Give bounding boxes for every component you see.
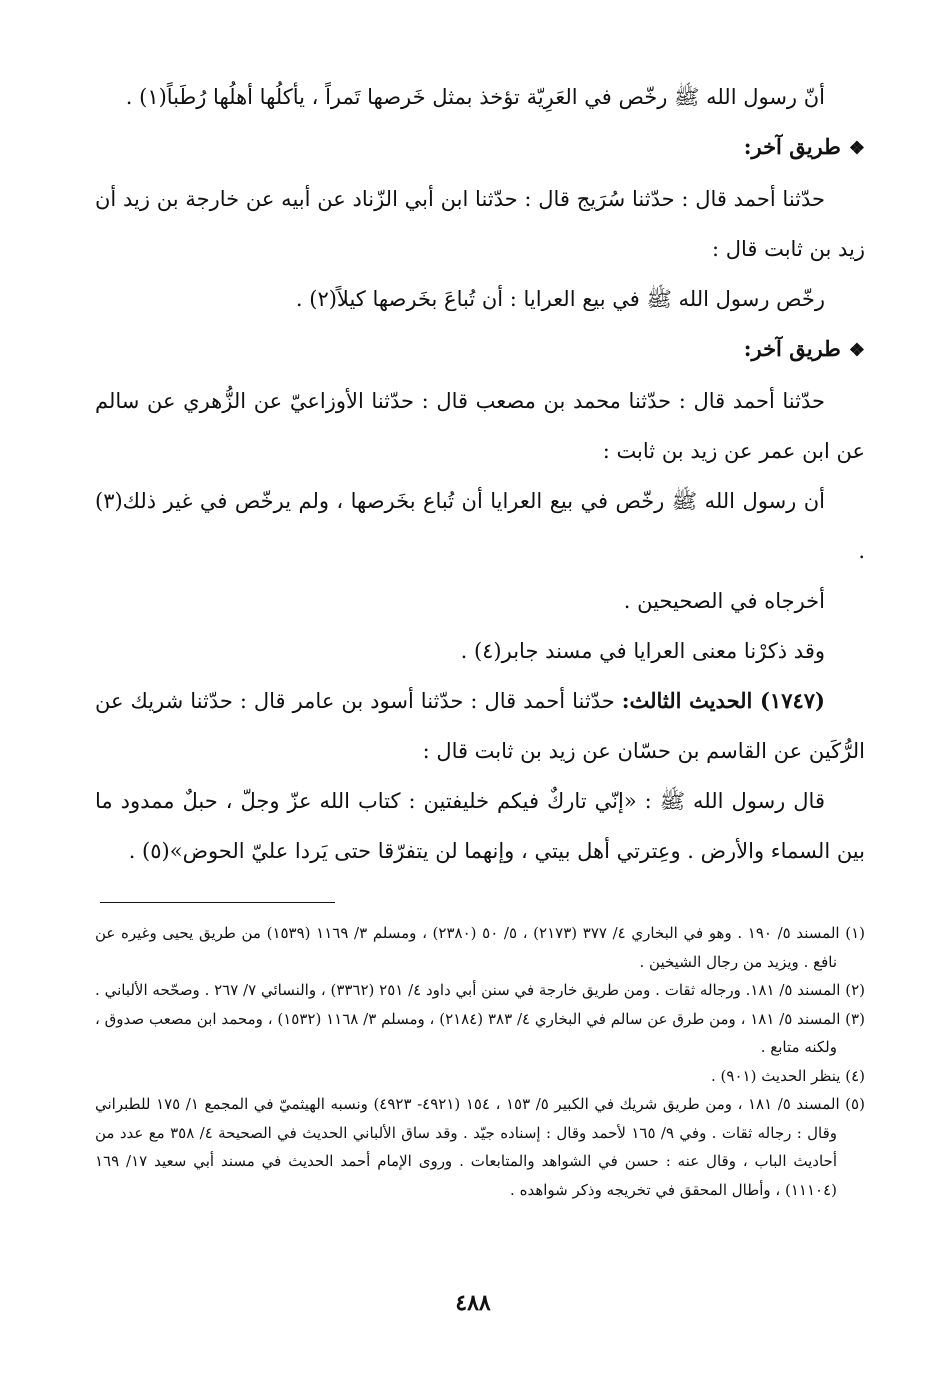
footnote-divider [100,902,335,903]
diamond-bullet-icon: ❖ [848,340,865,361]
page-number: ٤٨٨ [455,1290,491,1316]
section-heading-2 [95,324,865,376]
section-heading-1-label: طريق آخر: [743,134,841,159]
footnote-1: (١) المسند ٥/ ١٩٠ . وهو في البخاري ٤/ ٣٧٧ (٢١٧٣) ، ٥/ ٥٠ (٢٣٨٠) ، ومسلم ٣/ ١١٦٩ (١٥٣٩) من طريق يحيى وغيره عن نافع . ويزيد من رجال الشيخين . [95,924,865,971]
paragraph-9: قال رسول الله ﷺ : «إنّي تاركٌ فيكم خليفتين : كتاب الله عزّ وجلّ ، حبلٌ ممدود ما بين السماء والأرض . وعِترتي أهل بيتي ، وإنهما لن يتفرّقا حتى يَردا عليّ الحوض»(٥) . [95,789,865,863]
footnotes [95,919,865,1204]
section-heading-2-label: طريق آخر: [743,336,841,361]
paragraph-2: حدّثنا أحمد قال : حدّثنا سُرَيج قال : حدّثنا ابن أبي الزّناد عن أبيه عن خارجة بن زيد أن زيد بن ثابت قال : [95,187,865,261]
diamond-bullet-icon: ❖ [848,138,865,159]
footnote-2: (٢) المسند ٥/ ١٨١. ورجاله ثقات . ومن طريق خارجة في سنن أبي داود ٤/ ٢٥١ (٣٣٦٢) ، والنسائي ٧/ ٢٦٧ . وصحّحه الألباني . [95,981,865,999]
main-text [95,72,865,876]
footnote-3: (٣) المسند ٥/ ١٨١ ، ومن طرق عن سالم في البخاري ٤/ ٣٨٣ (٢١٨٤) ، ومسلم ٣/ ١١٦٨ (١٥٣٢) ، ومحمد ابن مصعب صدوق ، ولكنه متابع . [95,1009,865,1056]
page-content [95,72,865,1204]
footnote-5: (٥) المسند ٥/ ١٨١ ، ومن طريق شريك في الكبير ٥/ ١٥٣ ، ١٥٤ (٤٩٢١- ٤٩٢٣) ونسبه الهيثميّ في المجمع ١/ ١٧٥ للطبراني وقال : رجاله ثقات . وفي ٩/ ١٦٥ لأحمد وقال : إسناده جيّد . وقد ساق الألباني الحديث في الصحيحة ٤/ ٣٥٨ مع عدد من أحاديث الباب ، وقال عنه : حسن في الشواهد والمتابعات . وروى الإمام أحمد الحديث في مسند أبي سعيد ١٧/ ١٦٩ (١١١٠٤) ، وأطال المحقق في تخريجه وذكر شواهده . [95,1095,865,1199]
paragraph-8-text: حدّثنا أحمد قال : حدّثنا أسود بن عامر قال : حدّثنا شريك عن الرُّكَين عن القاسم بن حسّان عن زيد بن ثابت قال : [95,689,865,763]
hadith-number-heading: (١٧٤٧) الحديث الثالث: [621,688,825,713]
paragraph-5: أن رسول الله ﷺ رخّص في بيع العرايا أن تُباع بخَرصها ، ولم يرخّص في غير ذلك(٣) . [95,489,865,563]
paragraph-1: أنّ رسول الله ﷺ رخّص في العَرِيّة تؤخذ بمثل خَرصها تَمراً ، يأكلُها أهلُها رُطَباً(١) . [125,85,825,109]
paragraph-6: أخرجاه في الصحيحين . [623,589,825,613]
paragraph-3: رخّص رسول الله ﷺ في بيع العرايا : أن تُباعَ بخَرصها كيلاً(٢) . [295,287,825,311]
paragraph-7: وقد ذكرْنا معنى العرايا في مسند جابر(٤) . [460,639,825,663]
paragraph-8 [95,676,865,776]
footnote-4: (٤) ينظر الحديث (٩٠١) . [711,1066,865,1085]
section-heading-1 [95,122,865,174]
paragraph-4: حدّثنا أحمد قال : حدّثنا محمد بن مصعب قال : حدّثنا الأوزاعيّ عن الزُّهري عن سالم عن ابن عمر عن زيد بن ثابت : [95,389,865,463]
